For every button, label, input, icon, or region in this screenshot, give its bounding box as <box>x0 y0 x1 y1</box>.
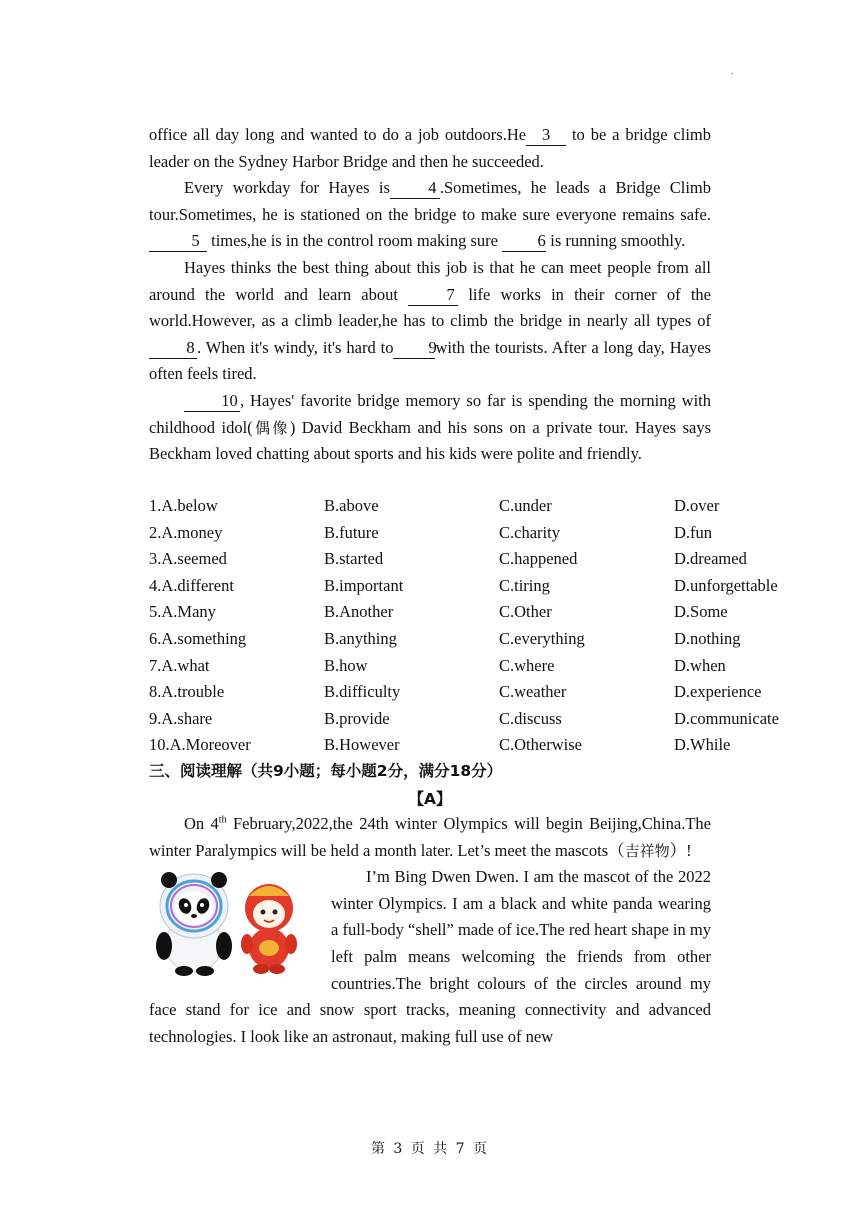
text-segment-cn: 吉祥物 <box>624 841 670 860</box>
text-segment: , Hayes' favorite bridge memory so far is spending the morning with childhood idol( <box>149 390 711 437</box>
text-segment: Hayes thinks the best thing about this job is that he can meet people from all around the world and learn about <box>149 257 711 304</box>
text-segment: is running smoothly. <box>546 231 686 251</box>
option-d: D.fun <box>674 522 713 542</box>
option-c: C.where <box>499 655 555 675</box>
option-d: D.nothing <box>674 628 741 648</box>
option-b: B.started <box>324 549 384 569</box>
page-footer: 第 3 页 共 7 页 <box>370 1141 490 1157</box>
option-d: D.While <box>674 735 731 755</box>
cloze-paragraph-1 <box>149 122 711 175</box>
option-c: C.Otherwise <box>499 735 582 755</box>
option-a: 5.A.Many <box>149 602 216 622</box>
cloze-paragraph-3 <box>149 255 711 388</box>
option-row <box>149 679 849 706</box>
option-row <box>149 493 849 520</box>
option-c: C.discuss <box>499 708 562 728</box>
text-segment: ) David Beckham and his sons on a private tour. Hayes says Beckham loved chatting about sports and his kids were polite and friendly. <box>149 417 711 464</box>
text-segment-cn: 偶像 <box>252 418 290 437</box>
option-row <box>149 520 849 547</box>
option-row <box>149 706 849 733</box>
header-mark: . <box>731 66 734 77</box>
option-b: B.difficulty <box>324 682 401 702</box>
bing-dwen-dwen-and-shuey-rhon-rhon-illustration <box>149 866 319 976</box>
option-a: 3.A.seemed <box>149 549 227 569</box>
blank-7: 7 <box>408 285 458 306</box>
text-segment: .Sometimes, he leads a Bridge Climb tour.Sometimes, he is stationed on the bridge to make sure everyone remains safe. <box>149 178 712 224</box>
section-a-heading: 【A】 <box>408 790 452 808</box>
option-b: B.Another <box>324 602 394 622</box>
option-a: 8.A.trouble <box>149 682 225 702</box>
option-b: B.provide <box>324 708 390 728</box>
blank-5: 5 <box>149 231 207 252</box>
blank-9: 9 <box>393 338 435 359</box>
option-a: 10.A.Moreover <box>149 735 251 755</box>
option-row <box>149 626 849 653</box>
option-row <box>149 653 849 680</box>
option-d: D.Some <box>674 602 728 622</box>
option-b: B.anything <box>324 628 397 648</box>
section-title: 三、阅读理解（共9小题；每小题2分，满分18分） <box>149 762 503 780</box>
option-row <box>149 546 849 573</box>
option-c: C.happened <box>499 549 578 569</box>
text-segment: life works in their corner of the world.However, as a climb leader,he has to climb the bridge in nearly all types of <box>149 284 711 331</box>
text-segment: with the tourists. After a long day, Hayes often feels tired. <box>149 337 711 384</box>
option-d: D.when <box>674 655 726 675</box>
option-a: 7.A.what <box>149 655 210 675</box>
option-b: B.how <box>324 655 368 675</box>
option-c: C.Other <box>499 602 552 622</box>
answer-options <box>149 493 849 759</box>
option-d: D.dreamed <box>674 549 747 569</box>
text-segment: office all day long and wanted to do a job outdoors.He <box>149 125 527 144</box>
cloze-paragraph-4 <box>149 388 711 468</box>
option-row <box>149 573 849 600</box>
option-c: C.under <box>499 496 552 515</box>
option-d: D.unforgettable <box>674 575 778 595</box>
option-row <box>149 599 849 626</box>
text-segment: ）! <box>669 840 692 860</box>
blank-6: 6 <box>502 231 546 252</box>
option-row <box>149 732 849 759</box>
text-segment: to be a bridge climb leader on the Sydney Harbor Bridge and then he succeeded. <box>149 125 711 171</box>
text-segment: Every workday for Hayes is <box>184 178 390 198</box>
option-a: 1.A.below <box>149 496 218 515</box>
text-segment: . When it's windy, it's hard to <box>197 337 394 357</box>
blank-10: 10 <box>184 391 240 412</box>
passage-a-paragraph-2: I’m Bing Dwen Dwen. I am the mascot of the 2022 winter Olympics. I am a black and white panda wearing a full-body “shell” made of ice.The red heart shape in my left palm means welcoming the friends from other countries.The bright colours of the circles around my face stand for ice and snow sport tracks, meaning connectivity and advanced technologies. I look like an astronaut, making full use of new <box>149 867 711 1046</box>
blank-4: 4 <box>390 178 440 199</box>
cloze-paragraph-2 <box>149 175 711 255</box>
option-d: D.experience <box>674 682 762 702</box>
option-a: 9.A.share <box>149 708 213 728</box>
option-b: B.future <box>324 522 379 542</box>
passage-a-paragraph-1 <box>149 811 711 864</box>
option-c: C.everything <box>499 628 585 648</box>
option-a: 6.A.something <box>149 628 247 648</box>
option-a: 2.A.money <box>149 522 223 542</box>
option-d: D.communicate <box>674 708 779 728</box>
text-segment: times,he is in the control room making sure <box>207 231 503 251</box>
blank-8: 8 <box>149 338 197 359</box>
option-b: B.above <box>324 496 379 515</box>
option-c: C.weather <box>499 682 567 702</box>
blank-3: 3 <box>526 125 566 146</box>
option-c: C.tiring <box>499 575 550 595</box>
option-d: D.over <box>674 496 720 515</box>
superscript: th <box>218 814 227 826</box>
text-segment: On 4 <box>184 814 219 833</box>
cloze-passage <box>149 122 711 468</box>
mascots-image <box>149 866 319 976</box>
text-segment: February,2022,the 24th winter Olympics will begin Beijing,China.The winter Paralympics will be held a month later. Let’s meet the mascots（ <box>149 814 711 860</box>
option-b: B.However <box>324 735 400 755</box>
option-a: 4.A.different <box>149 575 234 595</box>
reading-passage-a <box>149 811 711 1050</box>
option-b: B.important <box>324 575 404 595</box>
option-c: C.charity <box>499 522 560 542</box>
